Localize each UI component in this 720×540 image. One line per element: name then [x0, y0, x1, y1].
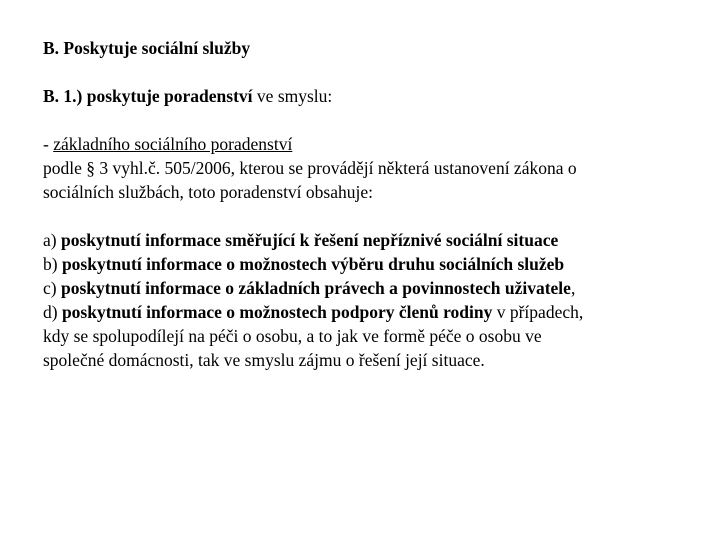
subheading [43, 84, 332, 108]
subheading-rest: ve smyslu: [252, 86, 333, 106]
list-item-prefix: a) [43, 230, 61, 250]
list-item-c [43, 276, 575, 300]
list-item-bold: poskytnutí informace o možnostech výběru druhu sociálních služeb [61, 254, 565, 274]
list-item-rest: v případech, [492, 302, 584, 322]
list-item-prefix: b) [43, 254, 62, 274]
list-item-bold: poskytnutí informace směřující k řešení nepříznivé sociální situace [60, 230, 559, 250]
list-item-prefix: c) [43, 278, 61, 298]
item-title-line [43, 132, 292, 156]
list-item-rest: , [570, 278, 576, 298]
subheading-bold: B. 1.) poskytuje poradenství [43, 86, 253, 106]
item-dash: - [43, 134, 54, 154]
heading: B. Poskytuje sociální služby [43, 38, 251, 58]
tail-line-1: kdy se spolupodílejí na péči o osobu, a to jak ve formě péče o osobu ve [43, 326, 542, 346]
list-item-a [43, 228, 558, 252]
tail-line-2: společné domácnosti, tak ve smyslu zájmu o řešení její situace. [43, 350, 485, 370]
list-item-bold: poskytnutí informace o základních právech a povinnostech uživatele [60, 278, 571, 298]
item-body-line-2: sociálních službách, toto poradenství obsahuje: [43, 182, 373, 202]
list-item-b [43, 252, 564, 276]
list-item-d [43, 300, 583, 324]
list-item-bold: poskytnutí informace o možnostech podpory členů rodiny [61, 302, 493, 322]
item-body-line-1: podle § 3 vyhl.č. 505/2006, kterou se provádějí některá ustanovení zákona o [43, 158, 577, 178]
list-item-prefix: d) [43, 302, 62, 322]
item-title: základního sociálního poradenství [53, 134, 293, 154]
